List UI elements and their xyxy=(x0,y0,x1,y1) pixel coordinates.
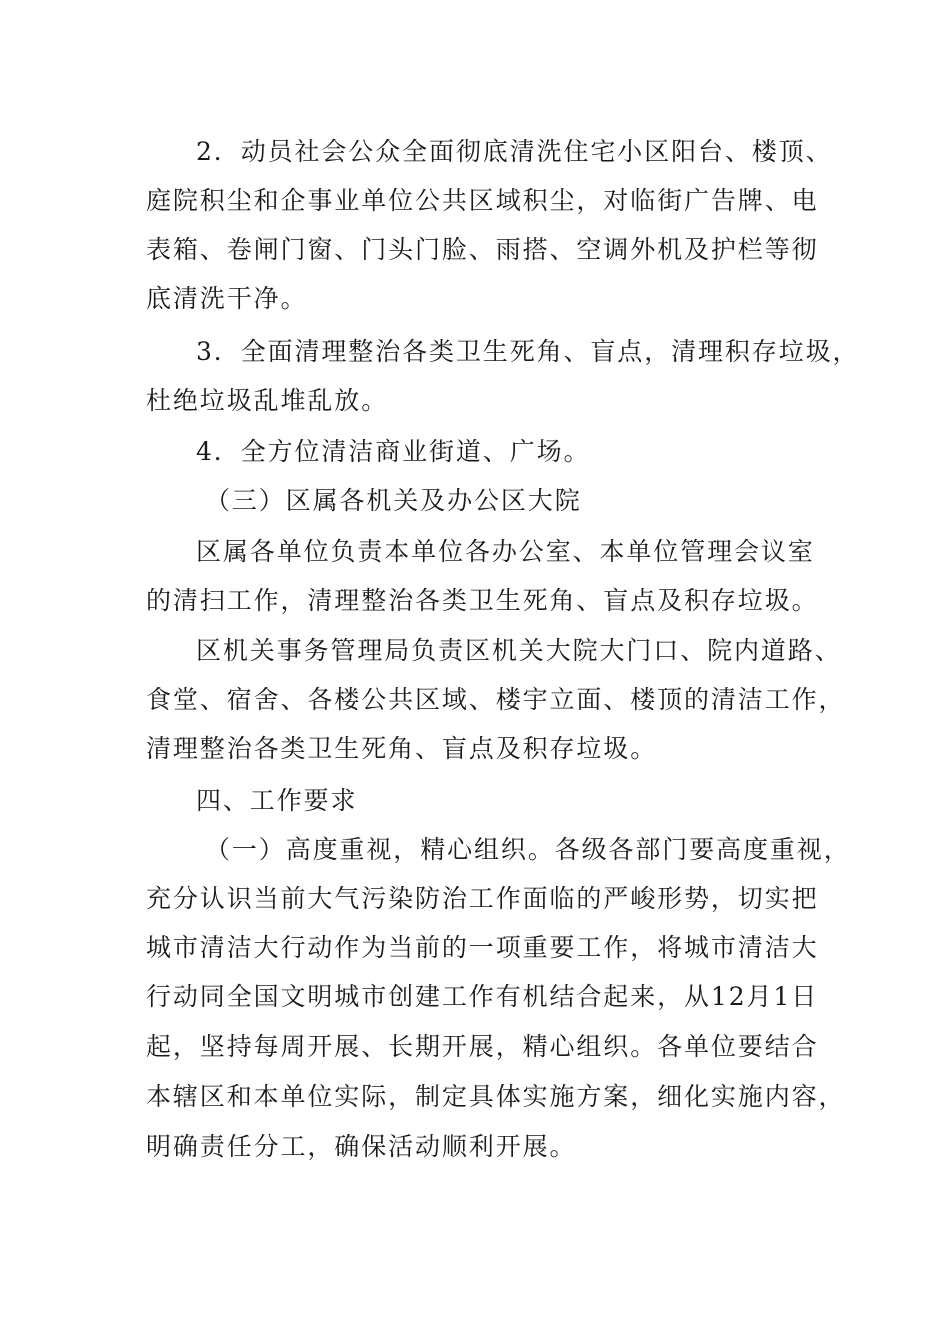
paragraph-2-line-1: 2．动员社会公众全面彻底清洗住宅小区阳台、楼顶、 xyxy=(196,137,833,166)
section-heading-3: （三）区属各机关及办公区大院 xyxy=(205,486,582,515)
paragraph-6-line-3: 清理整治各类卫生死角、盲点及积存垃圾。 xyxy=(146,734,658,763)
paragraph-2-line-4: 底清洗干净。 xyxy=(146,284,308,313)
paragraph-3-line-2: 杜绝垃圾乱堆乱放。 xyxy=(146,386,389,415)
paragraph-7-line-2: 充分认识当前大气污染防治工作面临的严峻形势，切实把 xyxy=(146,884,819,913)
paragraph-7-line-6: 本辖区和本单位实际，制定具体实施方案，细化实施内容， xyxy=(146,1082,846,1111)
paragraph-4-line-1: 4．全方位清洁商业街道、广场。 xyxy=(196,437,591,466)
paragraph-7-line-4: 行动同全国文明城市创建工作有机结合起来，从12月1日 xyxy=(146,982,819,1011)
paragraph-7-line-7: 明确责任分工，确保活动顺利开展。 xyxy=(146,1132,577,1161)
paragraph-2-line-2: 庭院积尘和企事业单位公共区域积尘，对临街广告牌、电 xyxy=(146,186,819,215)
paragraph-2-line-3: 表箱、卷闸门窗、门头门脸、雨搭、空调外机及护栏等彻 xyxy=(146,235,819,264)
paragraph-5-line-2: 的清扫工作，清理整治各类卫生死角、盲点及积存垃圾。 xyxy=(146,586,819,615)
paragraph-7-line-1: （一）高度重视，精心组织。各级各部门要高度重视， xyxy=(205,835,851,864)
paragraph-6-line-1: 区机关事务管理局负责区机关大院大门口、院内道路、 xyxy=(196,636,842,665)
paragraph-7-line-5: 起，坚持每周开展、长期开展，精心组织。各单位要结合 xyxy=(146,1032,819,1061)
paragraph-3-line-1: 3．全面清理整治各类卫生死角、盲点，清理积存垃圾， xyxy=(196,337,860,366)
section-heading-4: 四、工作要求 xyxy=(196,786,358,815)
paragraph-6-line-2: 食堂、宿舍、各楼公共区域、楼宇立面、楼顶的清洁工作， xyxy=(146,685,846,714)
paragraph-5-line-1: 区属各单位负责本单位各办公室、本单位管理会议室 xyxy=(196,537,815,566)
paragraph-7-line-3: 城市清洁大行动作为当前的一项重要工作，将城市清洁大 xyxy=(146,933,819,962)
